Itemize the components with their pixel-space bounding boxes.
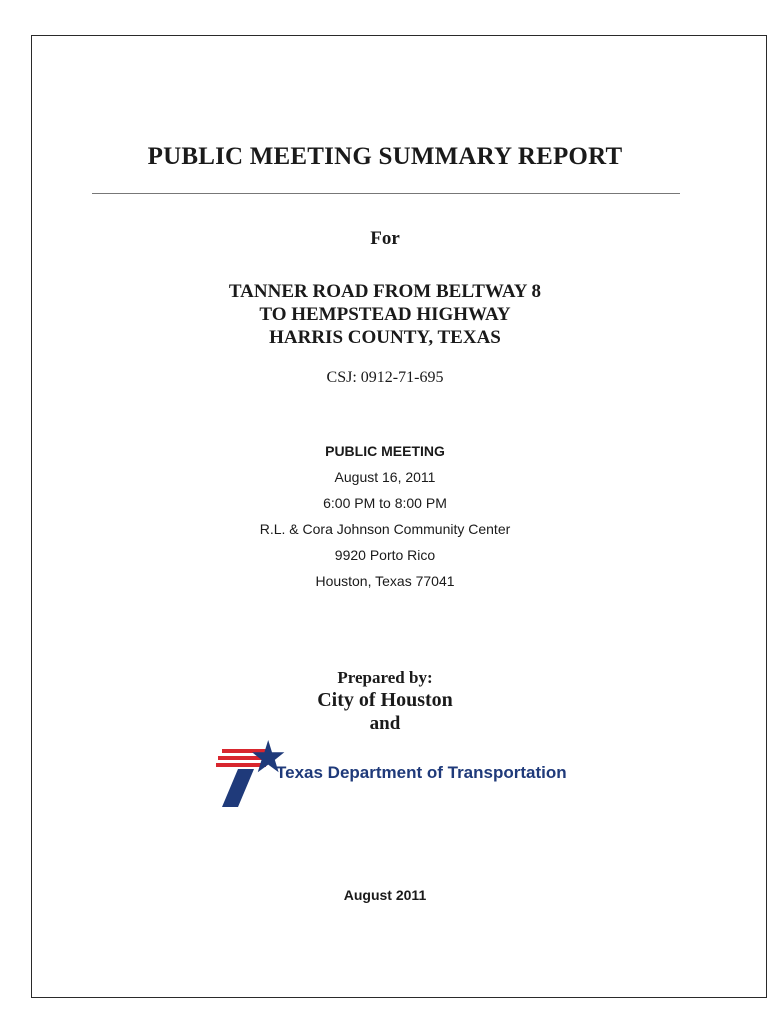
meeting-time: 6:00 PM to 8:00 PM bbox=[323, 495, 447, 511]
city-of-houston: City of Houston bbox=[317, 689, 453, 711]
project-line: HARRIS COUNTY, TEXAS bbox=[269, 327, 501, 348]
title-divider bbox=[92, 193, 680, 194]
project-line: TO HEMPSTEAD HIGHWAY bbox=[259, 304, 511, 325]
report-date: August 2011 bbox=[343, 887, 427, 903]
project-line: TANNER ROAD FROM BELTWAY 8 bbox=[228, 281, 542, 302]
project-name bbox=[0, 280, 770, 349]
meeting-date: August 16, 2011 bbox=[334, 469, 436, 485]
meeting-details bbox=[0, 438, 770, 594]
and-conjunction: and bbox=[369, 713, 401, 734]
prepared-by-label: Prepared by: bbox=[337, 668, 433, 687]
meeting-address: 9920 Porto Rico bbox=[334, 547, 436, 563]
meeting-heading: PUBLIC MEETING bbox=[325, 443, 445, 459]
meeting-city: Houston, Texas 77041 bbox=[315, 573, 455, 589]
txdot-name: Texas Department of Transportation bbox=[276, 763, 567, 782]
csj-number: CSJ: 0912-71-695 bbox=[326, 369, 444, 386]
meeting-venue: R.L. & Cora Johnson Community Center bbox=[259, 521, 511, 537]
report-title: PUBLIC MEETING SUMMARY REPORT bbox=[147, 143, 623, 170]
for-label: For bbox=[370, 228, 400, 249]
